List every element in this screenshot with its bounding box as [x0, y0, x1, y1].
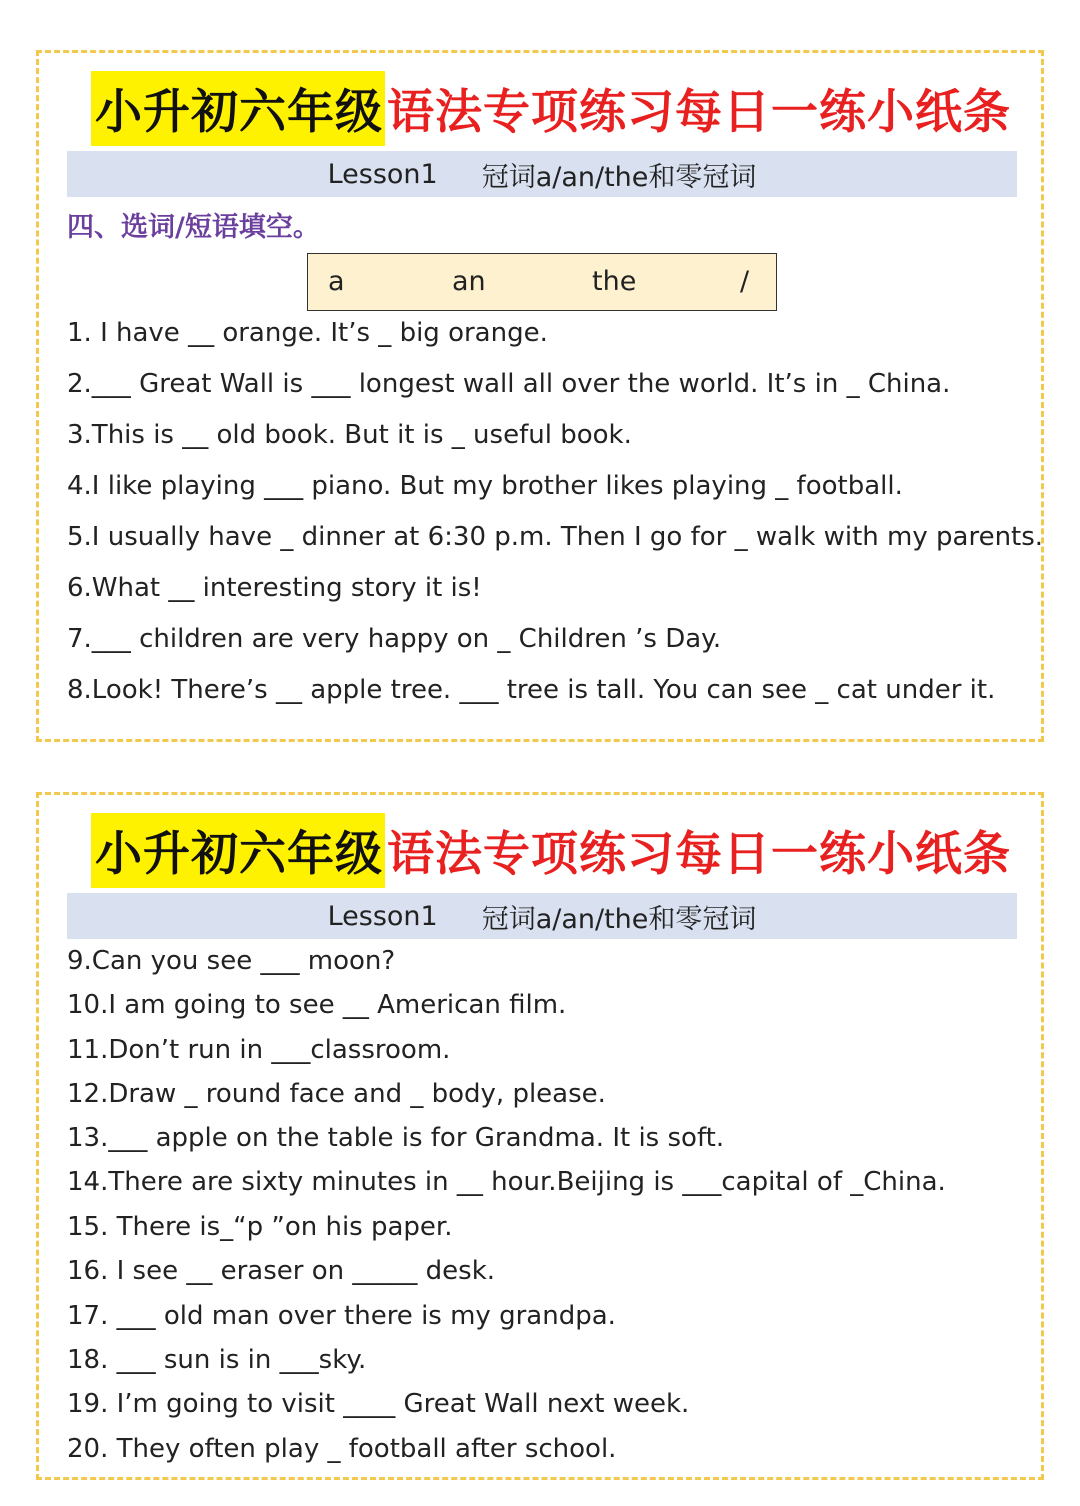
question-item: 7.___ children are very happy on _ Children ’s Day. [67, 624, 722, 654]
worksheet-title [91, 807, 1011, 893]
title-red: 语法专项练习每日一练小纸条 [387, 84, 1011, 140]
question-item: 3.This is __ old book. But it is _ useful book. [67, 420, 632, 450]
section-heading: 四、选词/短语填空。 [67, 212, 320, 243]
question-item: 16. I see __ eraser on _____ desk. [67, 1256, 496, 1286]
word-bank-item: a [328, 266, 345, 297]
lesson-topic: 冠词a/an/the和零冠词 [481, 903, 757, 935]
lesson-banner [67, 151, 1017, 197]
title-red: 语法专项练习每日一练小纸条 [387, 826, 1011, 882]
title-highlight: 小升初六年级 [91, 813, 385, 888]
question-item: 8.Look! There’s __ apple tree. ___ tree is tall. You can see _ cat under it. [67, 675, 996, 705]
question-item: 4.I like playing ___ piano. But my brother likes playing _ football. [67, 471, 903, 501]
question-item: 13.___ apple on the table is for Grandma. It is soft. [67, 1123, 725, 1153]
question-item: 17. ___ old man over there is my grandpa. [67, 1301, 616, 1331]
question-item: 1. I have __ orange. It’s _ big orange. [67, 318, 548, 348]
question-item: 2.___ Great Wall is ___ longest wall all over the world. It’s in _ China. [67, 369, 951, 399]
lesson-number: Lesson1 [327, 900, 438, 932]
question-item: 11.Don’t run in ___classroom. [67, 1035, 451, 1065]
word-bank [307, 253, 777, 311]
worksheet-title [91, 65, 1011, 151]
worksheet-card-2 [36, 792, 1044, 1480]
word-bank-item: an [452, 266, 486, 297]
question-item: 19. I’m going to visit ____ Great Wall next week. [67, 1389, 690, 1419]
question-item: 18. ___ sun is in ___sky. [67, 1345, 367, 1375]
question-item: 5.I usually have _ dinner at 6:30 p.m. Then I go for _ walk with my parents. [67, 522, 1044, 552]
word-bank-item: the [592, 266, 637, 297]
worksheet-card-1 [36, 50, 1044, 742]
lesson-topic: 冠词a/an/the和零冠词 [481, 161, 757, 193]
lesson-banner [67, 893, 1017, 939]
question-item: 14.There are sixty minutes in __ hour.Beijing is ___capital of _China. [67, 1167, 946, 1197]
question-item: 12.Draw _ round face and _ body, please. [67, 1079, 606, 1109]
question-item: 9.Can you see ___ moon? [67, 946, 396, 976]
question-item: 10.I am going to see __ American film. [67, 990, 567, 1020]
word-bank-item: / [740, 266, 750, 297]
title-highlight: 小升初六年级 [91, 71, 385, 146]
question-item: 20. They often play _ football after school. [67, 1434, 617, 1464]
question-item: 6.What __ interesting story it is! [67, 573, 482, 603]
lesson-number: Lesson1 [327, 158, 438, 190]
question-item: 15. There is_“p ”on his paper. [67, 1212, 453, 1242]
